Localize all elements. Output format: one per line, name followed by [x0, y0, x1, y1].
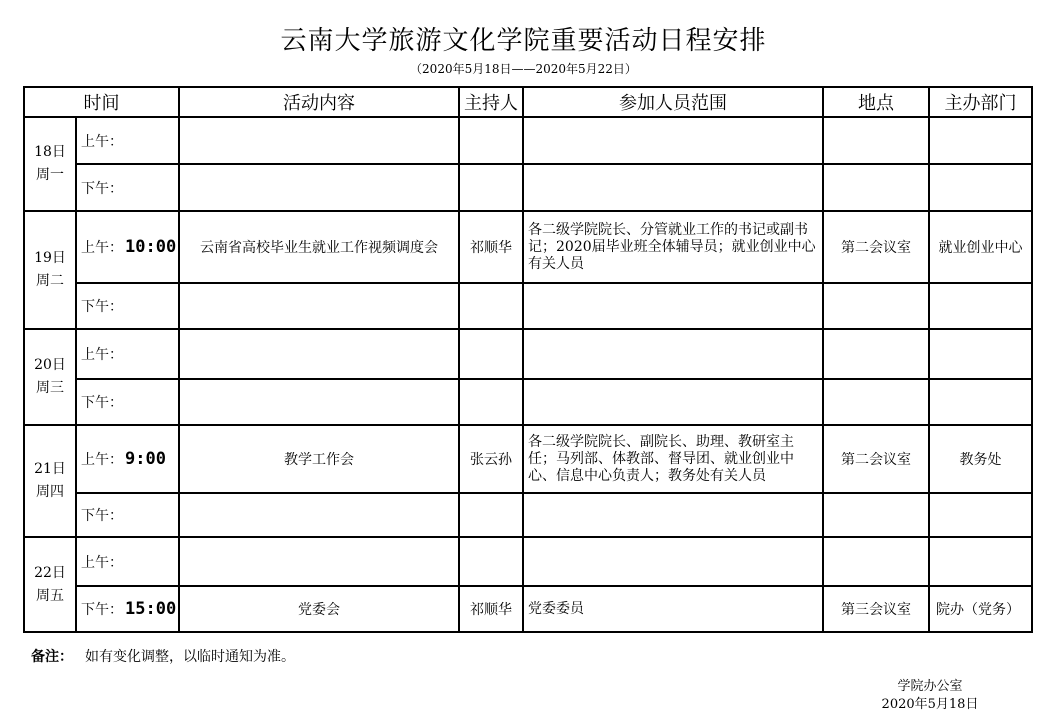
attendees-cell [523, 283, 823, 329]
day-week: 周三 [36, 380, 64, 396]
host-cell [459, 117, 523, 164]
day-date: 20日 [34, 357, 66, 373]
dept-cell [929, 379, 1032, 425]
location-cell [823, 164, 929, 211]
location-cell [823, 537, 929, 586]
dept-cell [929, 117, 1032, 164]
host-cell [459, 329, 523, 379]
table-row [24, 329, 1032, 379]
slot-label: 上午： [81, 347, 123, 363]
header-dept: 主办部门 [929, 87, 1032, 117]
slot-label: 上午： [81, 452, 123, 468]
day-week: 周五 [36, 587, 64, 604]
table-row [24, 164, 1032, 211]
header-time: 时间 [24, 87, 179, 117]
footnote [31, 646, 295, 666]
dept-cell: 就业创业中心 [929, 211, 1032, 283]
table-row [24, 379, 1032, 425]
attendees-cell: 各二级学院院长、副院长、助理、教研室主任；马列部、体教部、督导团、就业创业中心、信息中心负责人；教务处有关人员 [523, 425, 823, 493]
slot-label: 下午： [81, 508, 123, 524]
attendees-cell: 党委委员 [523, 586, 823, 632]
content-cell [179, 493, 459, 537]
slot-cell [76, 586, 179, 632]
content-cell [179, 537, 459, 586]
dept-cell [929, 164, 1032, 211]
table-row [24, 283, 1032, 329]
table-row [24, 117, 1032, 164]
page-title: 云南大学旅游文化学院重要活动日程安排 [280, 26, 767, 56]
host-cell [459, 164, 523, 211]
header-host: 主持人 [459, 87, 523, 117]
schedule-table [23, 86, 1033, 633]
dept-cell [929, 493, 1032, 537]
attendees-cell [523, 537, 823, 586]
host-cell [459, 379, 523, 425]
slot-cell [76, 117, 179, 164]
attendees-cell [523, 379, 823, 425]
table-row [24, 493, 1032, 537]
header-row [24, 87, 1032, 117]
day-week: 周四 [36, 484, 64, 500]
issuing-office: 学院办公室 [897, 679, 963, 694]
location-cell: 第二会议室 [823, 425, 929, 493]
dept-cell: 院办（党务） [929, 586, 1032, 632]
day-cell [24, 425, 76, 537]
dept-cell [929, 329, 1032, 379]
table-row [24, 537, 1032, 586]
slot-cell [76, 425, 179, 493]
slot-label: 上午： [81, 240, 123, 256]
location-cell: 第二会议室 [823, 211, 929, 283]
host-cell: 祁顺华 [459, 586, 523, 632]
table-row [24, 425, 1032, 493]
day-date: 21日 [34, 461, 66, 477]
slot-cell [76, 283, 179, 329]
slot-label: 下午： [81, 602, 123, 618]
slot-cell [76, 493, 179, 537]
day-week: 周二 [36, 273, 64, 289]
location-cell [823, 493, 929, 537]
slot-time: 15:00 [125, 599, 177, 619]
day-date: 18日 [34, 144, 66, 160]
location-cell [823, 283, 929, 329]
location-cell [823, 117, 929, 164]
table-row [24, 586, 1032, 632]
date-range: （2020年5月18日——2020年5月22日） [410, 62, 637, 76]
content-cell: 教学工作会 [179, 425, 459, 493]
attendees-cell: 各二级学院院长、分管就业工作的书记或副书记；2020届毕业班全体辅导员；就业创业中心有关人员 [523, 211, 823, 283]
content-cell [179, 117, 459, 164]
slot-cell [76, 329, 179, 379]
dept-cell [929, 537, 1032, 586]
attendees-cell [523, 329, 823, 379]
day-week: 周一 [36, 167, 64, 183]
location-cell [823, 329, 929, 379]
slot-label: 上午： [81, 554, 123, 571]
day-date: 22日 [34, 564, 66, 581]
slot-label: 下午： [81, 180, 123, 197]
slot-cell [76, 164, 179, 211]
dept-cell [929, 283, 1032, 329]
attendees-cell [523, 117, 823, 164]
content-cell [179, 379, 459, 425]
table-row [24, 211, 1032, 283]
content-cell: 党委会 [179, 586, 459, 632]
note-label: 备注： [31, 649, 73, 665]
host-cell [459, 283, 523, 329]
content-cell: 云南省高校毕业生就业工作视频调度会 [179, 211, 459, 283]
day-cell [24, 537, 76, 632]
location-cell: 第三会议室 [823, 586, 929, 632]
host-cell [459, 537, 523, 586]
location-cell [823, 379, 929, 425]
slot-time: 10:00 [125, 237, 177, 257]
issue-date: 2020年5月18日 [881, 697, 979, 712]
host-cell [459, 493, 523, 537]
content-cell [179, 329, 459, 379]
content-cell [179, 164, 459, 211]
slot-cell [76, 537, 179, 586]
slot-label: 下午： [81, 299, 123, 315]
host-cell: 张云孙 [459, 425, 523, 493]
slot-time: 9:00 [125, 449, 166, 469]
dept-cell: 教务处 [929, 425, 1032, 493]
note-text: 如有变化调整，以临时通知为准。 [85, 649, 295, 665]
slot-label: 下午： [81, 395, 123, 411]
signature-block [875, 678, 985, 714]
slot-cell [76, 211, 179, 283]
header-attendees: 参加人员范围 [523, 87, 823, 117]
content-cell [179, 283, 459, 329]
day-date: 19日 [34, 250, 66, 266]
day-cell [24, 117, 76, 211]
header-location: 地点 [823, 87, 929, 117]
attendees-cell [523, 164, 823, 211]
host-cell: 祁顺华 [459, 211, 523, 283]
slot-label: 上午： [81, 133, 123, 150]
day-cell [24, 329, 76, 425]
attendees-cell [523, 493, 823, 537]
day-cell [24, 211, 76, 329]
slot-cell [76, 379, 179, 425]
header-content: 活动内容 [179, 87, 459, 117]
